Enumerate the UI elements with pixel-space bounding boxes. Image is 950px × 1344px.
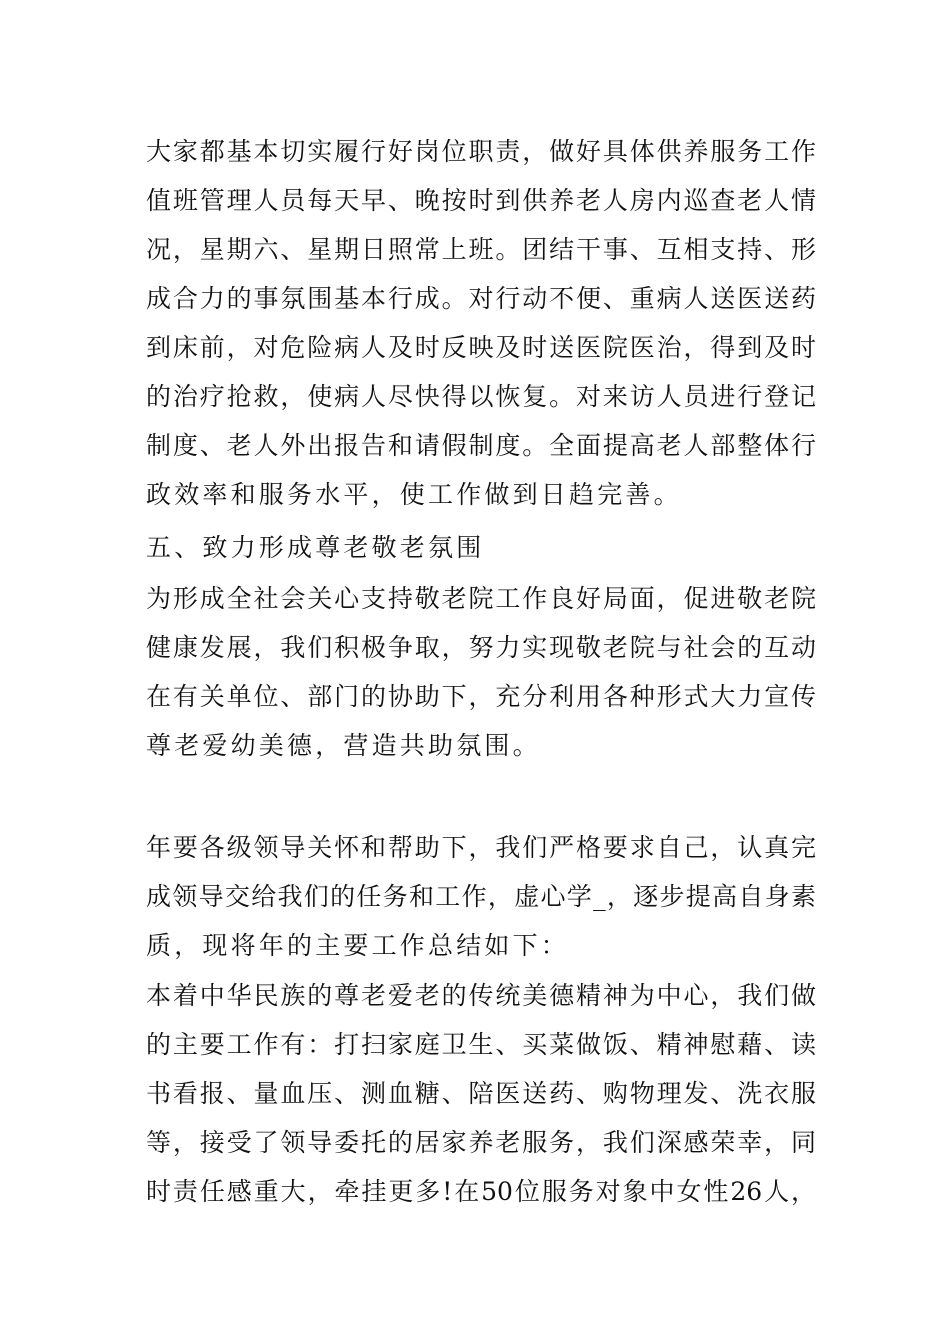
paragraph-line: 成领导交给我们的任务和工作，虚心学_，逐步提高自身素 — [146, 882, 816, 911]
paragraph-line: 年要各级领导关怀和帮助下，我们严格要求自己，认真完 — [146, 833, 816, 862]
paragraph-line: 制度、老人外出报告和请假制度。全面提高老人部整体行 — [146, 431, 816, 460]
paragraph-line: 到床前，对危险病人及时反映及时送医院医治，得到及时 — [146, 333, 816, 362]
paragraph-line: 健康发展，我们积极争取，努力实现敬老院与社会的互动 — [146, 633, 816, 662]
paragraph-line: 时责任感重大，牵挂更多!在50位服务对象中女性26人， — [146, 1177, 816, 1206]
paragraph-line: 值班管理人员每天早、晚按时到供养老人房内巡查老人情 — [146, 186, 816, 215]
paragraph-line: 在有关单位、部门的协助下，充分利用各种形式大力宣传 — [146, 682, 816, 711]
paragraph-line: 尊老爱幼美德，营造共助氛围。 — [146, 731, 541, 760]
paragraph-line: 质，现将年的主要工作总结如下： — [146, 931, 570, 960]
paragraph-line: 成合力的事氛围基本行成。对行动不便、重病人送医送药 — [146, 284, 816, 313]
paragraph-line: 政效率和服务水平，使工作做到日趋完善。 — [146, 480, 682, 509]
paragraph-line: 的主要工作有：打扫家庭卫生、买菜做饭、精神慰藉、读 — [146, 1030, 816, 1059]
paragraph-line: 大家都基本切实履行好岗位职责，做好具体供养服务工作 — [146, 137, 816, 166]
paragraph-line: 的治疗抢救，使病人尽快得以恢复。对来访人员进行登记 — [146, 382, 816, 411]
paragraph-line: 况，星期六、星期日照常上班。团结干事、互相支持、形 — [146, 235, 816, 264]
section-heading: 五、致力形成尊老敬老氛围 — [146, 533, 485, 562]
paragraph-line: 书看报、量血压、测血糖、陪医送药、购物理发、洗衣服 — [146, 1079, 816, 1108]
paragraph-line: 等，接受了领导委托的居家养老服务，我们深感荣幸，同 — [146, 1128, 816, 1157]
paragraph-line: 本着中华民族的尊老爱老的传统美德精神为中心，我们做 — [146, 981, 816, 1010]
paragraph-line: 为形成全社会关心支持敬老院工作良好局面，促进敬老院 — [146, 584, 816, 613]
